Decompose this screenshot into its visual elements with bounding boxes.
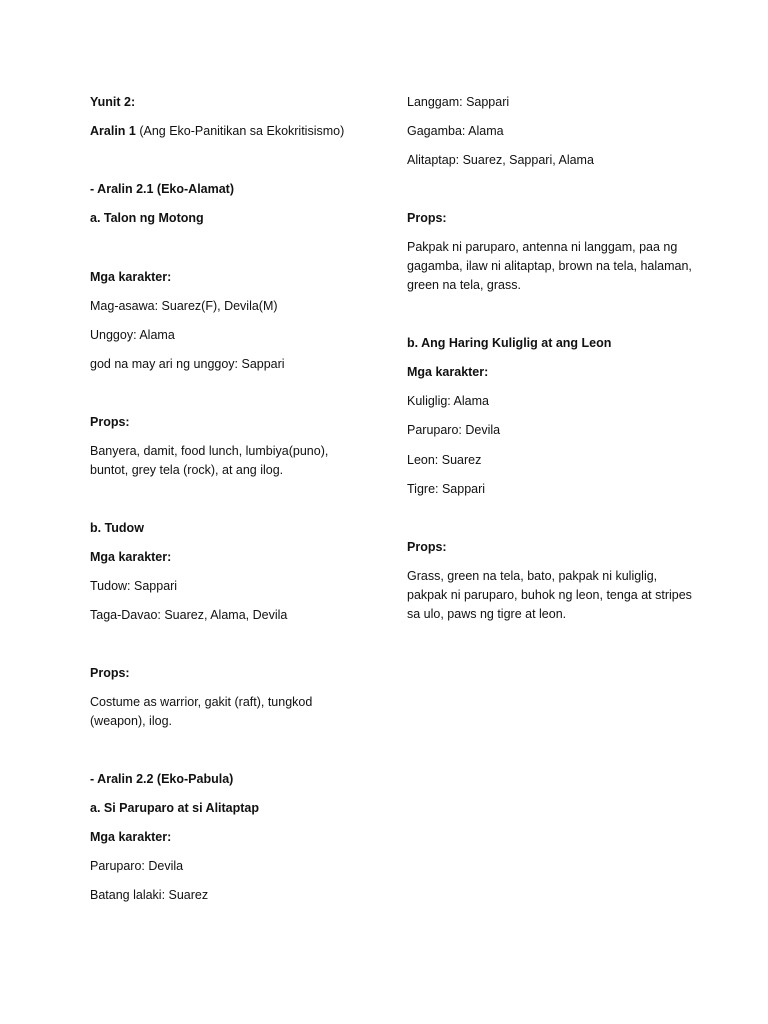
kuliglig-props-label: Props: [407, 540, 447, 554]
talon-props-text: Banyera, damit, food lunch, lumbiya(puno), buntot, grey tela (rock), at ang ilog. [90, 444, 329, 477]
talon-character-line: Mag-asawa: Suarez(F), Devila(M) [90, 299, 278, 313]
tudow-character-line: Tudow: Sappari [90, 579, 178, 593]
paruparo-character-line: Langgam: Sappari [407, 95, 510, 109]
aralin-1-subtitle: (Ang Eko-Panitikan sa Ekokritisismo) [135, 124, 345, 138]
paruparo-character-line: Paruparo: Devila [90, 859, 184, 873]
paruparo-alitaptap-heading: a. Si Paruparo at si Alitaptap [90, 801, 260, 815]
kuliglig-character-line: Kuliglig: Alama [407, 394, 489, 408]
tudow-character-line: Taga-Davao: Suarez, Alama, Devila [90, 608, 288, 622]
kuliglig-character-line: Leon: Suarez [407, 453, 482, 467]
paruparo-props-text: Pakpak ni paruparo, antenna ni langgam, paa ng gagamba, ilaw ni alitaptap, brown na tela, halaman, green na tela, grass. [407, 240, 692, 292]
tudow-props-text: Costume as warrior, gakit (raft), tungkod (weapon), ilog. [90, 695, 313, 728]
kuliglig-characters-label: Mga karakter: [407, 365, 489, 379]
talon-character-line: god na may ari ng unggoy: Sappari [90, 357, 285, 371]
aralin-1-label: Aralin 1 [90, 124, 136, 138]
kuliglig-props-text: Grass, green na tela, bato, pakpak ni kuliglig, pakpak ni paruparo, buhok ng leon, tenga at stripes sa ulo, paws ng tigre at leon. [407, 569, 692, 621]
talon-props-label: Props: [90, 415, 130, 429]
talon-ng-motong-heading: a. Talon ng Motong [90, 211, 204, 225]
kuliglig-character-line: Tigre: Sappari [407, 482, 486, 496]
paruparo-characters-label: Mga karakter: [90, 830, 172, 844]
aralin-1-heading [90, 122, 344, 141]
paruparo-character-line: Gagamba: Alama [407, 124, 504, 138]
paruparo-character-line: Batang lalaki: Suarez [90, 888, 209, 902]
tudow-heading: b. Tudow [90, 521, 144, 535]
aralin-2-1-heading: - Aralin 2.1 (Eko-Alamat) [90, 182, 235, 196]
tudow-props-label: Props: [90, 666, 130, 680]
paruparo-character-line: Alitaptap: Suarez, Sappari, Alama [407, 153, 594, 167]
aralin-2-2-heading: - Aralin 2.2 (Eko-Pabula) [90, 772, 234, 786]
unit-title: Yunit 2: [90, 95, 136, 109]
tudow-characters-label: Mga karakter: [90, 550, 172, 564]
talon-character-line: Unggoy: Alama [90, 328, 175, 342]
kuliglig-heading: b. Ang Haring Kuliglig at ang Leon [407, 336, 612, 350]
kuliglig-character-line: Paruparo: Devila [407, 423, 501, 437]
paruparo-props-label: Props: [407, 211, 447, 225]
talon-characters-label: Mga karakter: [90, 270, 172, 284]
